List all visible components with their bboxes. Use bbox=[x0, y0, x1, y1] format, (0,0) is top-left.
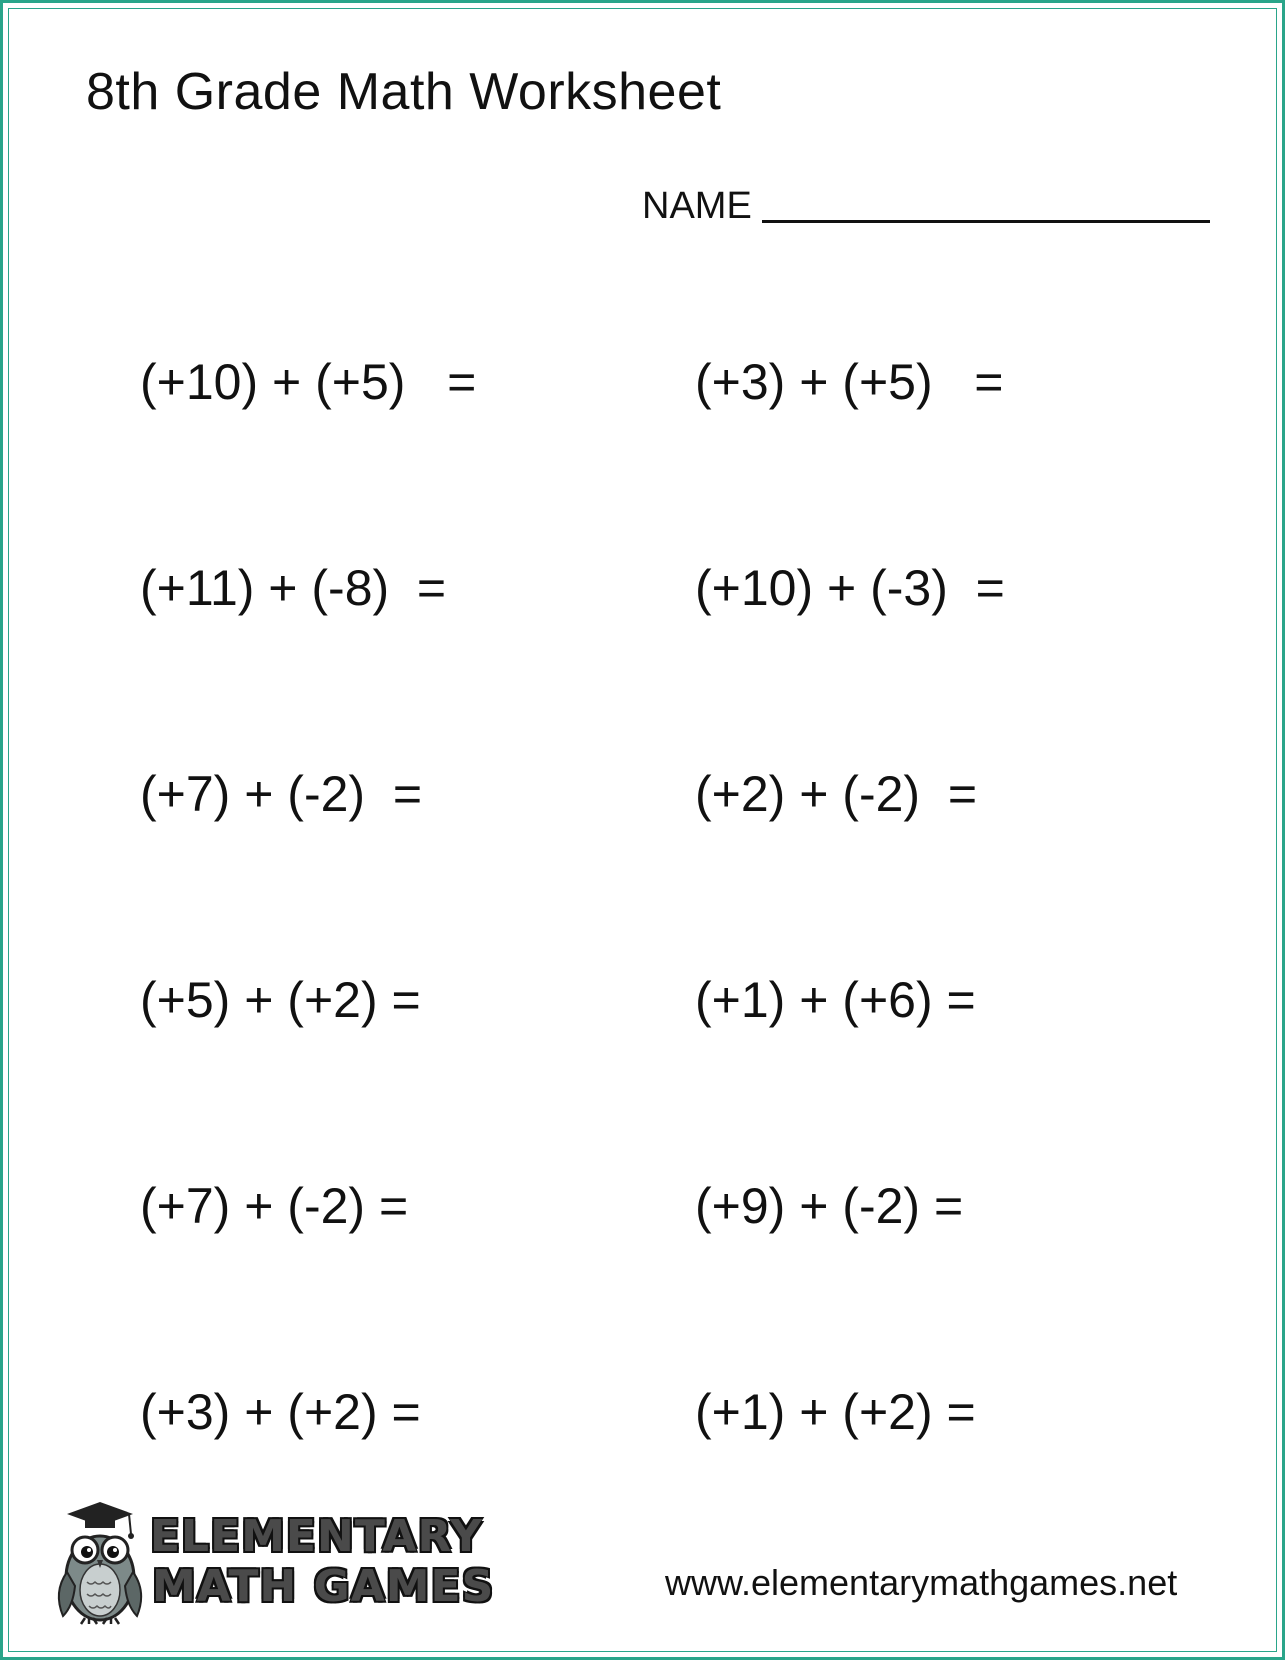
logo-text bbox=[150, 1510, 495, 1613]
problem-right-4: (+1) + (+6) = bbox=[695, 972, 976, 1028]
problem-left-5: (+7) + (-2) = bbox=[140, 1178, 409, 1234]
problem-right-6: (+1) + (+2) = bbox=[695, 1384, 976, 1440]
page-title: 8th Grade Math Worksheet bbox=[86, 63, 722, 121]
name-label: NAME bbox=[642, 185, 752, 227]
problem-left-4: (+5) + (+2) = bbox=[140, 972, 421, 1028]
problem-left-3: (+7) + (-2) = bbox=[140, 766, 423, 822]
name-blank-line[interactable] bbox=[762, 220, 1210, 223]
elementary-math-games-logo bbox=[45, 1500, 494, 1625]
owl-mascot-icon bbox=[45, 1500, 150, 1625]
logo-line-elementary: ELEMENTARY bbox=[150, 1510, 483, 1562]
problem-left-6: (+3) + (+2) = bbox=[140, 1384, 421, 1440]
problem-right-1: (+3) + (+5) = bbox=[695, 354, 1004, 410]
name-field bbox=[642, 183, 1210, 229]
logo-line-math-games: MATH GAMES bbox=[152, 1560, 495, 1612]
problem-left-2: (+11) + (-8) = bbox=[140, 560, 447, 616]
problem-right-3: (+2) + (-2) = bbox=[695, 766, 978, 822]
problem-left-1: (+10) + (+5) = bbox=[140, 354, 477, 410]
problem-right-5: (+9) + (-2) = bbox=[695, 1178, 964, 1234]
website-url: www.elementarymathgames.net bbox=[665, 1562, 1178, 1603]
problem-right-2: (+10) + (-3) = bbox=[695, 560, 1005, 616]
